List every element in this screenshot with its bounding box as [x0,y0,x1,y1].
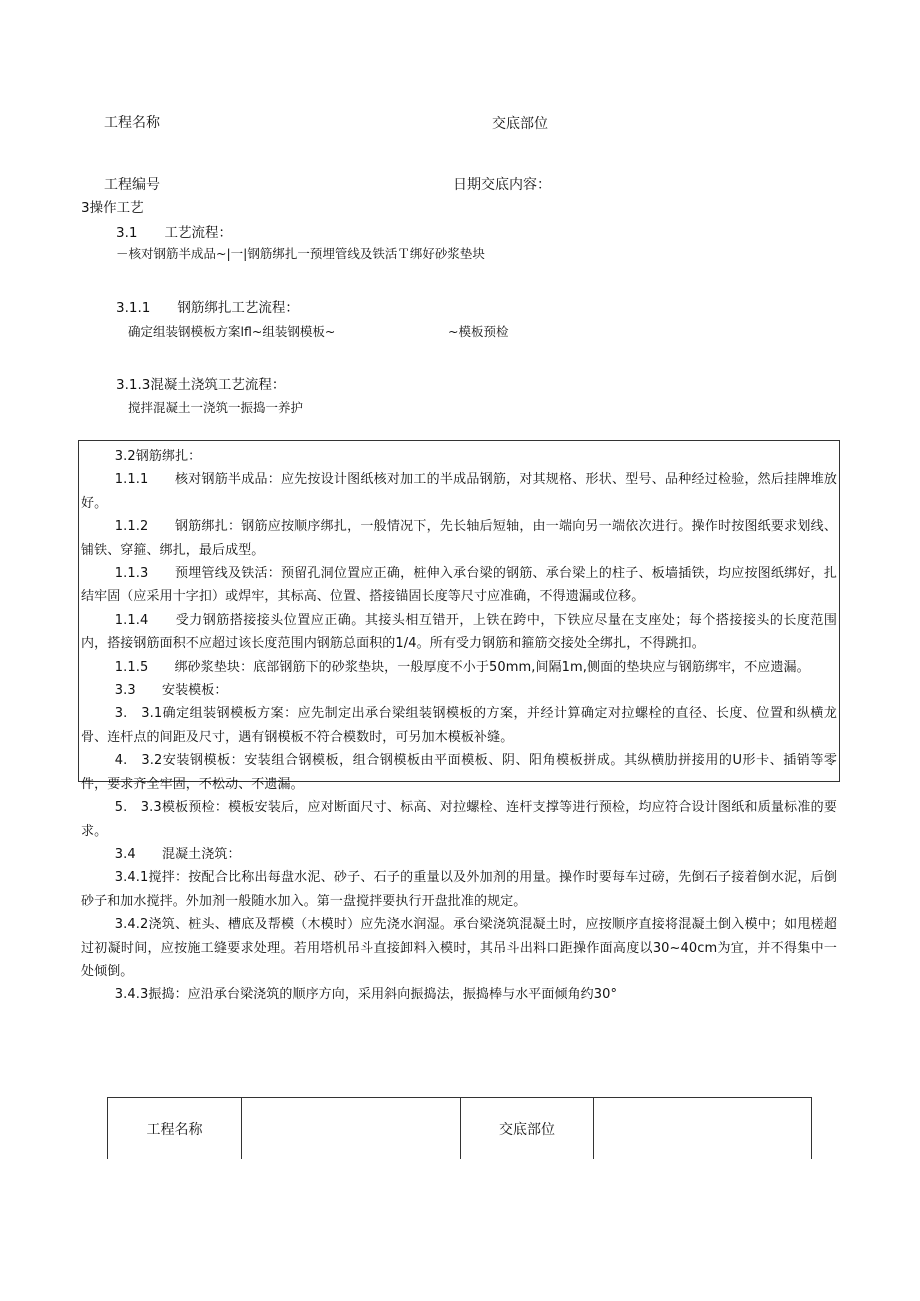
box-paragraph-1-1-5: 1.1.5 绑砂浆垫块：底部钢筋下的砂浆垫块，一般厚度不小于50mm,间隔1m,侧面的垫块应与钢筋绑牢，不应遗漏。 [114,659,810,675]
handover-location-label: 交底部位 [492,116,548,132]
footer-handover-location-label: 交底部位 [461,1098,594,1160]
footer-project-name-value[interactable] [242,1098,461,1160]
box-paragraph-1-1-2: 1.1.2 钢筋绑扎：钢筋应按顺序绑扎，一般情况下，先长轴后短轴，由一端向另一端依次进行。操作时按图纸要求划线、铺铁、穿箍、绑扎，最后成型。 [81,519,837,558]
section-3-1-1-flow-a: 确定组装钢模板方案lfl~组装钢模板~ [128,324,336,339]
box-paragraph-3-4-2: 3.4.2浇筑、桩头、槽底及帮模（木模时）应先浇水润湿。承台梁浇筑混凝土时，应按顺序直接将混凝土倒入模中；如甩槎超过初凝时间，应按施工缝要求处理。若用塔机吊斗直接卸料入模时，其吊斗出料口距操作面高度以30~40cm为宜，并不得集中一处倾倒。 [81,917,837,979]
box-paragraph-3-3-1: 3. 3.1确定组装钢模板方案：应先制定出承台梁组装钢模板的方案，并经计算确定对拉螺栓的直径、长度、位置和纵横龙骨、连杆点的间距及尺寸，遇有钢模板不符合模数时，可另加木模板补缝。 [81,706,837,745]
section-3-1-flow: －核对钢筋半成品~|一|钢筋绑扎一预埋管线及铁活Ｔ绑好砂浆垫块 [116,246,485,261]
section-3-1-3-title: 3.1.3混凝土浇筑工艺流程： [116,377,286,393]
box-paragraph-3-2: 3.2钢筋绑扎： [114,449,202,464]
box-paragraph-3-4: 3.4 混凝土浇筑： [114,846,241,862]
section-3-1-title: 3.1 工艺流程： [116,225,232,241]
project-number-label: 工程编号 [104,177,160,193]
project-name-label: 工程名称 [104,115,160,131]
box-paragraph-1-1-4: 1.1.4 受力钢筋搭接接头位置应正确。其接头相互错开，上铁在跨中，下铁应尽量在支座处；每个搭接接头的长度范围内，搭接钢筋面积不应超过该长度范围内钢筋总面积的1/4。所有受力钢筋和箍筋交接处全绑扎，不得跳扣。 [81,612,837,652]
box-paragraph-3-3-2: 4. 3.2安装钢模板：安装组合钢模板，组合钢模板由平面模板、阴、阳角模板拼成。其纵横肋拼接用的U形卡、插销等零件，要求齐全牢固，不松动、不遗漏。 [81,753,837,792]
section-3-1-3-flow: 搅拌混凝土一浇筑一振捣一养护 [128,400,304,415]
footer-table-row [108,1098,812,1160]
section-3-title: 3操作工艺 [81,200,144,216]
section-3-1-1-title: 3.1.1 钢筋绑扎工艺流程： [116,300,299,316]
footer-handover-location-value[interactable] [594,1098,812,1160]
content-box [78,440,840,1003]
section-3-1-1-flow-b: ~模板预检 [448,324,509,339]
box-paragraph-1-1-3: 1.1.3 预埋管线及铁活：预留孔洞位置应正确，桩伸入承台梁的钢筋、承台梁上的柱子、板墙插铁，均应按图纸绑好，扎结牢固（应采用十字扣）或焊牢，其标高、位置、搭接锚固长度等尺寸应准确，不得遗漏或位移。 [81,566,837,605]
box-paragraph-3-4-1: 3.4.1搅拌：按配合比称出每盘水泥、砂子、石子的重量以及外加剂的用量。操作时要每车过磅，先倒石子接着倒水泥，后倒砂子和加水搅拌。外加剂一般随水加入。第一盘搅拌要执行开盘批准的规定。 [81,870,837,909]
date-content-label: 日期交底内容： [453,177,551,193]
box-paragraph-3-3-3: 5. 3.3模板预检：模板安装后，应对断面尺寸、标高、对拉螺栓、连杆支撑等进行预检，均应符合设计图纸和质量标准的要求。 [81,800,837,839]
footer-project-name-label: 工程名称 [108,1098,242,1160]
box-paragraph-3-3: 3.3 安装模板： [114,683,228,699]
box-paragraph-3-4-3: 3.4.3振捣：应沿承台梁浇筑的顺序方向，采用斜向振捣法，振捣棒与水平面倾角约30° [114,987,618,1003]
footer-table [107,1097,812,1159]
box-paragraph-1-1-1: 1.1.1 核对钢筋半成品：应先按设计图纸核对加工的半成品钢筋，对其规格、形状、型号、品种经过检验，然后挂牌堆放好。 [81,472,837,511]
